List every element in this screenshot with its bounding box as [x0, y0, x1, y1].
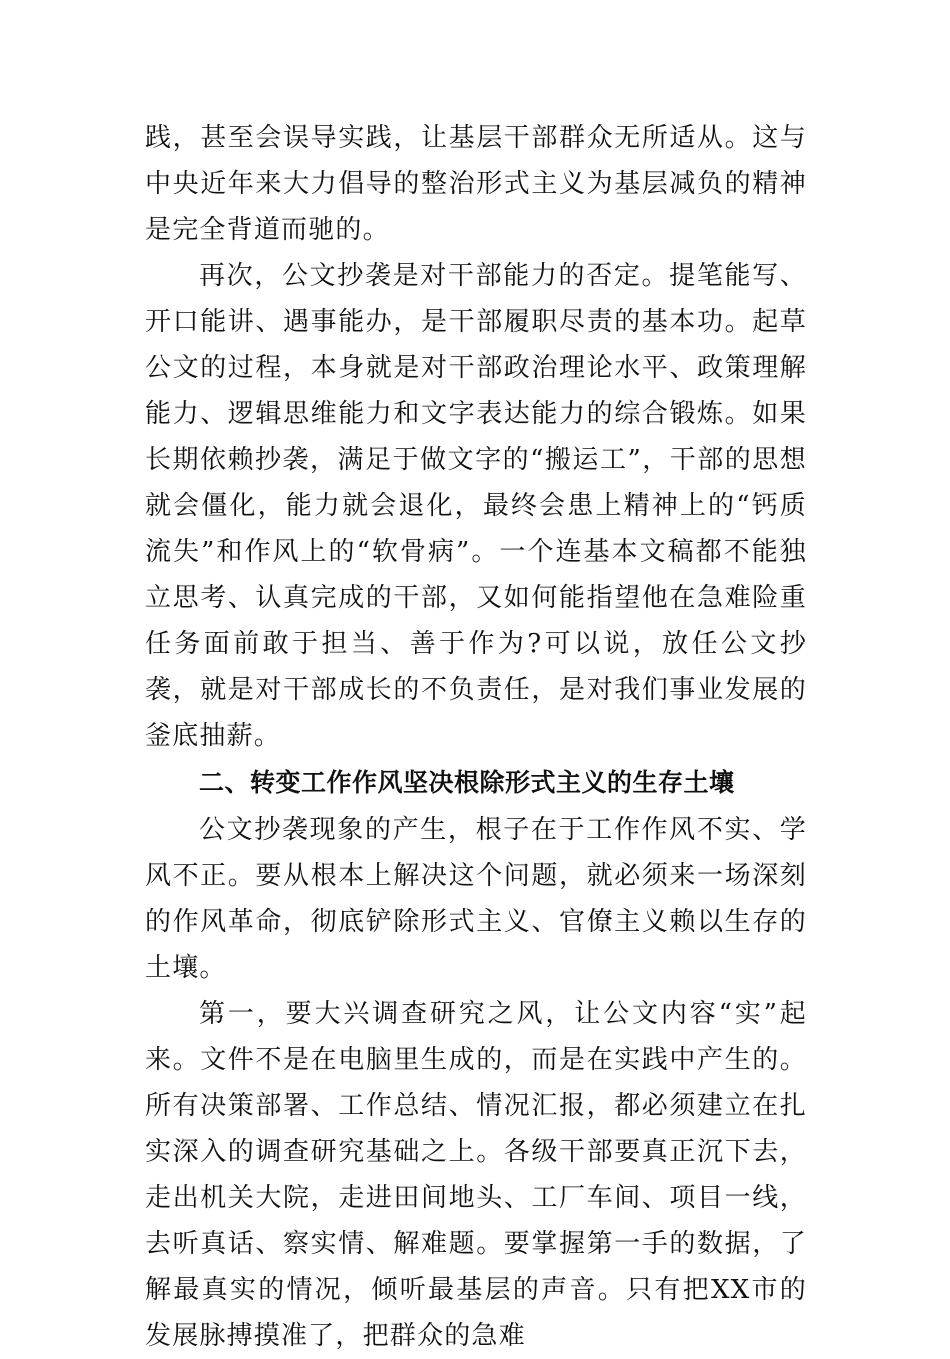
paragraph-cadre-ability: 再次，公文抄袭是对干部能力的否定。提笔能写、开口能讲、遇事能办，是干部履职尽责的基本功。起草公文的过程，本身就是对干部政治理论水平、政策理解能力、逻辑思维能力和文字表达能力的综合锻炼。如果长期依赖抄袭，满足于做文字的“搬运工”，干部的思想就会僵化，能力就会退化，最终会患上精神上的“钙质流失”和作风上的“软骨病”。一个连基本文稿都不能独立思考、认真完成的干部，又如何能指望他在急难险重任务面前敢于担当、善于作为?可以说，放任公文抄袭，就是对干部成长的不负责任，是对我们事业发展的釜底抽薪。 — [145, 261, 807, 751]
section-heading: 二、转变工作作风坚决根除形式主义的生存土壤 — [199, 768, 735, 797]
paragraph-continuation: 践，甚至会误导实践，让基层干部群众无所适从。这与中央近年来大力倡导的整治形式主义为基层减负的精神是完全背道而驰的。 — [145, 123, 807, 245]
paragraph-root-cause: 公文抄袭现象的产生，根子在于工作作风不实、学风不正。要从根本上解决这个问题，就必须来一场深刻的作风革命，彻底铲除形式主义、官僚主义赖以生存的土壤。 — [145, 815, 807, 983]
paragraph-investigation: 第一，要大兴调查研究之风，让公文内容“实”起来。文件不是在电脑里生成的，而是在实践中产生的。所有决策部署、工作总结、情况汇报，都必须建立在扎实深入的调查研究基础之上。各级干部要真正沉下去，走出机关大院，走进田间地头、工厂车间、项目一线，去听真话、察实情、解难题。要掌握第一手的数据，了解最真实的情况，倾听最基层的声音。只有把XX市的发展脉搏摸准了，把群众的急难 — [145, 999, 807, 1351]
document-page — [145, 115, 807, 1359]
